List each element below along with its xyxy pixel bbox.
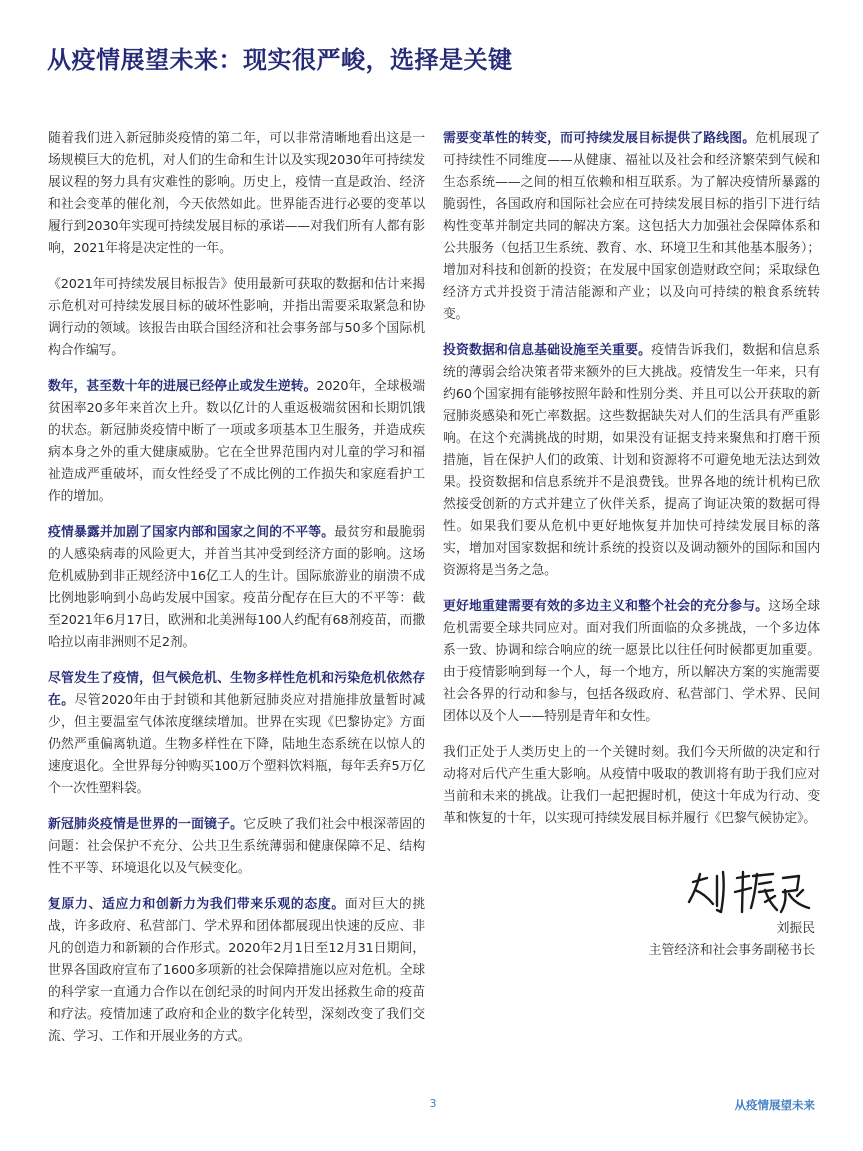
paragraph-text: 疫情告诉我们，数据和信息系统的薄弱会给决策者带来额外的巨大挑战。疫情发生一年来，只有约60个国家拥有能够按照年龄和性别分类、并且可以公开获取的新冠肺炎感染和死亡率数据。这些数据缺失对人们的生活具有严重影响。在这个充满挑战的时期，如果没有证据支持来聚焦和打磨干预措施，旨在保护人们的政策、计划和资源将不可避免地无法达到效果。投资数据和信息系统并不是浪费钱。世界各地的统计机构已欣然接受创新的方式并建立了伙伴关系，提高了询证决策的数据可得性。如果我们要从危机中更好地恢复并加快可持续发展目标的落实，增加对国家数据和统计系统的投资以及调动额外的国际和国内资源将是当务之急。 xyxy=(443,343,820,578)
paragraph-text: 这场全球危机需要全球共同应对。面对我们所面临的众多挑战，一个多边体系一致、协调和综合响应的统一愿景比以往任何时候都更加重要。由于疫情影响到每一个人，每一个地方，所以解决方案的实施需要社会各界的行动和参与，包括各级政府、私营部门、学术界、民间团体以及个人——特别是青年和女性。 xyxy=(443,599,820,724)
paragraph xyxy=(443,596,820,728)
paragraph-text: 尽管2020年由于封锁和其他新冠肺炎应对措施排放量暂时减少，但主要温室气体浓度继续增加。世界在实现《巴黎协定》方面仍然严重偏离轨道。生物多样性在下降，陆地生态系统在以惊人的速度退化。全世界每分钟购买100万个塑料饮料瓶，每年丢弃5万亿个一次性塑料袋。 xyxy=(48,693,425,796)
right-column xyxy=(443,128,820,844)
paragraph-lead: 需要变革性的转变，而可持续发展目标提供了路线图。 xyxy=(443,131,756,146)
left-column xyxy=(48,128,425,1062)
paragraph-lead: 疫情暴露并加剧了国家内部和国家之间的不平等。 xyxy=(48,525,335,540)
paragraph xyxy=(48,522,425,654)
signature-block xyxy=(555,868,815,962)
paragraph-lead: 新冠肺炎疫情是世界的一面镜子。 xyxy=(48,817,244,832)
paragraph-lead: 复原力、适应力和创新力为我们带来乐观的态度。 xyxy=(48,897,345,912)
paragraph-text: 最贫穷和最脆弱的人感染病毒的风险更大，并首当其冲受到经济方面的影响。这场危机威胁到非正规经济中16亿工人的生计。国际旅游业的崩溃不成比例地影响到小岛屿发展中国家。疫苗分配存在巨大的不平等：截至2021年6月17日，欧洲和北美洲每100人约配有68剂疫苗，而撒哈拉以南非洲则不足2剂。 xyxy=(48,525,426,650)
signer-title: 主管经济和社会事务副秘书长 xyxy=(648,943,815,958)
paragraph-text: 随着我们进入新冠肺炎疫情的第二年，可以非常清晰地看出这是一场规模巨大的危机，对人们的生命和生计以及实现2030年可持续发展议程的努力具有灾难性的影响。历史上，疫情一直是政治、经济和社会变革的催化剂，今天依然如此。世界能否进行必要的变革以履行到2030年实现可持续发展目标的承诺——对我们所有人都有影响，2021年将是决定性的一年。 xyxy=(48,131,425,256)
paragraph-text: 面对巨大的挑战，许多政府、私营部门、学术界和团体都展现出快速的反应、非凡的创造力和新颖的合作形式。2020年2月1日至12月31日期间，世界各国政府宣布了1600多项新的社会保障措施以应对危机。全球的科学家一直通力合作以在创纪录的时间内开发出拯救生命的疫苗和疗法。疫情加速了政府和企业的数字化转型，深刻改变了我们交流、学习、工作和开展业务的方式。 xyxy=(48,897,425,1044)
paragraph-lead: 投资数据和信息基础设施至关重要。 xyxy=(443,343,652,358)
paragraph xyxy=(48,274,425,362)
paragraph-text: 危机展现了可持续性不同维度——从健康、福祉以及社会和经济繁荣到气候和生态系统——之间的相互依赖和相互联系。为了解决疫情所暴露的脆弱性，各国政府和国际社会应在可持续发展目标的指引下进行结构性变革并制定共同的解决方案。这包括大力加强社会保障体系和公共服务（包括卫生系统、教育、水、环境卫生和其他基本服务）；增加对科技和创新的投资；在发展中国家创造财政空间；采取绿色经济方式并投资于清洁能源和产业；以及向可持续的粮食系统转变。 xyxy=(443,131,820,322)
paragraph xyxy=(48,814,425,880)
paragraph xyxy=(443,128,820,326)
paragraph xyxy=(48,376,425,508)
paragraph-text: 《2021年可持续发展目标报告》使用最新可获取的数据和估计来揭示危机对可持续发展目标的破坏性影响，并指出需要采取紧急和协调行动的领域。该报告由联合国经济和社会事务部与50多个国际机构合作编写。 xyxy=(48,277,425,358)
paragraph xyxy=(48,128,425,260)
paragraph xyxy=(443,742,820,830)
signer-name: 刘振民 xyxy=(776,921,815,936)
paragraph-text: 它反映了我们社会中根深蒂固的问题：社会保护不充分、公共卫生系统薄弱和健康保障不足、结构性不平等、环境退化以及气候变化。 xyxy=(48,817,425,876)
page-number: 3 xyxy=(429,1097,437,1110)
handwritten-signature xyxy=(685,868,815,918)
paragraph xyxy=(48,894,425,1048)
paragraph-text: 2020年，全球极端贫困率20多年来首次上升。数以亿计的人重返极端贫困和长期饥饿的状态。新冠肺炎疫情中断了一项或多项基本卫生服务，并造成疾病本身之外的重大健康威胁。它在全世界范围内对儿童的学习和福祉造成严重破坏，而女性经受了不成比例的工作损失和家庭看护工作的增加。 xyxy=(48,379,425,504)
running-title: 从疫情展望未来 xyxy=(734,1098,815,1112)
paragraph-lead: 数年，甚至数十年的进展已经停止或发生逆转。 xyxy=(48,379,317,394)
paragraph xyxy=(48,668,425,800)
paragraph xyxy=(443,340,820,582)
paragraph-lead: 尽管发生了疫情，但气候危机、生物多样性危机和污染危机依然存在。 xyxy=(48,671,425,708)
paragraph-lead: 更好地重建需要有效的多边主义和整个社会的充分参与。 xyxy=(443,599,769,614)
page-title: 从疫情展望未来：现实很严峻，选择是关键 xyxy=(47,46,513,74)
paragraph-text: 我们正处于人类历史上的一个关键时刻。我们今天所做的决定和行动将对后代产生重大影响。从疫情中吸取的教训将有助于我们应对当前和未来的挑战。让我们一起把握时机，使这十年成为行动、变革和恢复的十年，以实现可持续发展目标并履行《巴黎气候协定》。 xyxy=(443,745,820,826)
